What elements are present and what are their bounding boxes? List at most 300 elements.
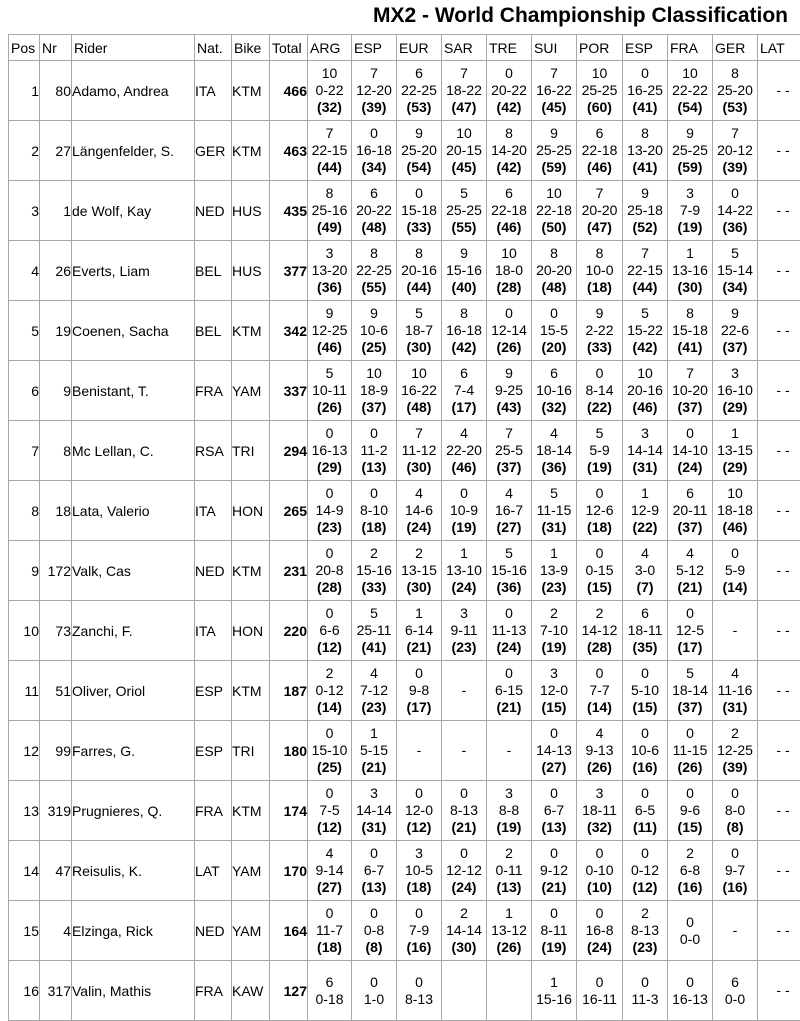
race-points: (44) [308, 159, 351, 176]
race-result-cell [352, 61, 397, 121]
race-result-cell [397, 181, 442, 241]
race-points: (53) [397, 99, 441, 116]
race-result-cell [397, 721, 442, 781]
race-heats: - - [758, 502, 800, 519]
race-bonus: 6 [623, 605, 667, 622]
race-heats: 13-20 [308, 262, 351, 279]
table-row [9, 421, 800, 481]
race-bonus: 2 [577, 605, 622, 622]
race-bonus: 1 [623, 485, 667, 502]
race-points: (31) [532, 519, 576, 536]
race-result-cell [623, 241, 668, 301]
race-points: (40) [442, 279, 486, 296]
race-points: (37) [668, 399, 712, 416]
race-result-cell [397, 841, 442, 901]
race-result-cell [758, 241, 800, 301]
rider-cell: Prugnieres, Q. [72, 781, 195, 841]
nation-cell: FRA [195, 961, 232, 1021]
race-heats: 14-9 [308, 502, 351, 519]
race-result-cell [623, 361, 668, 421]
race-points: (42) [487, 99, 531, 116]
number-cell: 26 [40, 241, 72, 301]
race-result-cell [668, 781, 713, 841]
race-heats: 16-13 [668, 991, 712, 1008]
race-points: (42) [442, 339, 486, 356]
race-points: (30) [442, 939, 486, 956]
race-bonus: 7 [668, 365, 712, 382]
race-bonus: 6 [397, 65, 441, 82]
race-result-cell [532, 61, 577, 121]
race-heats: 13-10 [442, 562, 486, 579]
race-points: (12) [308, 639, 351, 656]
race-heats: - - [758, 922, 800, 939]
race-heats: 11-16 [713, 682, 757, 699]
rider-cell: Elzinga, Rick [72, 901, 195, 961]
race-points: (8) [352, 939, 396, 956]
race-result-cell [487, 181, 532, 241]
race-heats: 9-12 [532, 862, 576, 879]
race-bonus: 0 [623, 665, 667, 682]
race-result-cell [668, 481, 713, 541]
race-bonus: 1 [532, 545, 576, 562]
column-header: FRA [668, 35, 713, 61]
race-bonus: 4 [577, 725, 622, 742]
race-result-cell [577, 661, 623, 721]
race-heats: 10-6 [352, 322, 396, 339]
column-header: ESP [352, 35, 397, 61]
race-heats: 6-7 [532, 802, 576, 819]
race-points: (24) [577, 939, 622, 956]
race-heats: 0-18 [308, 991, 351, 1008]
race-points: (29) [308, 459, 351, 476]
race-bonus: 2 [623, 905, 667, 922]
race-points: (28) [308, 579, 351, 596]
race-points: (18) [577, 519, 622, 536]
race-bonus: 3 [442, 605, 486, 622]
race-heats: 25-20 [713, 82, 757, 99]
race-result-cell [308, 961, 352, 1021]
column-header: GER [713, 35, 758, 61]
number-cell: 317 [40, 961, 72, 1021]
race-heats: 11-13 [487, 622, 531, 639]
race-result-cell [397, 781, 442, 841]
race-result-cell [577, 301, 623, 361]
race-bonus: 0 [668, 974, 712, 991]
race-heats: 6-5 [623, 802, 667, 819]
number-cell: 8 [40, 421, 72, 481]
table-row [9, 901, 800, 961]
table-row [9, 661, 800, 721]
race-result-cell [668, 361, 713, 421]
race-heats: 12-0 [397, 802, 441, 819]
race-heats: 8-8 [487, 802, 531, 819]
race-bonus: 1 [442, 545, 486, 562]
race-result-cell [352, 421, 397, 481]
race-result-cell [713, 481, 758, 541]
race-heats: 20-12 [713, 142, 757, 159]
race-result-cell [713, 421, 758, 481]
race-result-cell [487, 721, 532, 781]
race-heats: 0-15 [577, 562, 622, 579]
race-result-cell [487, 421, 532, 481]
race-result-cell [487, 541, 532, 601]
race-heats: 16-22 [397, 382, 441, 399]
race-points: (32) [308, 99, 351, 116]
race-points: (31) [623, 459, 667, 476]
race-heats: 9-14 [308, 862, 351, 879]
race-result-cell [668, 841, 713, 901]
race-bonus: 9 [308, 305, 351, 322]
race-result-cell [758, 841, 800, 901]
race-bonus: 6 [442, 365, 486, 382]
race-heats: 7-9 [668, 202, 712, 219]
race-bonus: 6 [532, 365, 576, 382]
race-heats: 20-11 [668, 502, 712, 519]
race-bonus: 6 [487, 185, 531, 202]
race-heats: 12-9 [623, 502, 667, 519]
race-result-cell [713, 301, 758, 361]
total-cell: 435 [270, 181, 308, 241]
rider-cell: Adamo, Andrea [72, 61, 195, 121]
race-heats: 15-16 [442, 262, 486, 279]
race-heats: 25-11 [352, 622, 396, 639]
race-bonus: 5 [623, 305, 667, 322]
race-result-cell [487, 901, 532, 961]
race-heats: 8-13 [442, 802, 486, 819]
race-points: (10) [577, 879, 622, 896]
race-result-cell [352, 241, 397, 301]
race-result-cell [487, 601, 532, 661]
race-bonus: 4 [487, 485, 531, 502]
race-bonus: 9 [532, 125, 576, 142]
race-heats: 8-14 [577, 382, 622, 399]
race-heats: - - [758, 382, 800, 399]
race-result-cell [308, 421, 352, 481]
race-points: (55) [442, 219, 486, 236]
rider-cell: Längenfelder, S. [72, 121, 195, 181]
race-result-cell [577, 61, 623, 121]
race-points: (30) [668, 279, 712, 296]
race-bonus: 3 [532, 665, 576, 682]
race-heats: - [442, 682, 486, 699]
race-points: (26) [487, 339, 531, 356]
header-row [9, 35, 800, 61]
race-heats: 10-9 [442, 502, 486, 519]
nation-cell: ITA [195, 601, 232, 661]
nation-cell: FRA [195, 361, 232, 421]
race-points: (59) [532, 159, 576, 176]
column-header: TRE [487, 35, 532, 61]
race-result-cell [352, 541, 397, 601]
number-cell: 99 [40, 721, 72, 781]
race-heats: - [487, 742, 531, 759]
race-heats: 16-8 [577, 922, 622, 939]
race-result-cell [352, 121, 397, 181]
race-result-cell [623, 961, 668, 1021]
race-points: (43) [487, 399, 531, 416]
race-result-cell [713, 841, 758, 901]
race-result-cell [397, 421, 442, 481]
race-result-cell [623, 181, 668, 241]
race-bonus: 8 [668, 305, 712, 322]
number-cell: 4 [40, 901, 72, 961]
race-result-cell [308, 901, 352, 961]
race-bonus: 3 [668, 185, 712, 202]
nation-cell: LAT [195, 841, 232, 901]
rider-cell: Reisulis, K. [72, 841, 195, 901]
race-heats: 0-12 [308, 682, 351, 699]
race-heats: 1-0 [352, 991, 396, 1008]
race-bonus: 0 [397, 665, 441, 682]
race-heats: 14-10 [668, 442, 712, 459]
race-heats: 9-13 [577, 742, 622, 759]
race-heats: - [397, 742, 441, 759]
race-points: (23) [442, 639, 486, 656]
table-row [9, 541, 800, 601]
race-bonus: 3 [352, 785, 396, 802]
total-cell: 127 [270, 961, 308, 1021]
nation-cell: FRA [195, 781, 232, 841]
race-heats: 11-12 [397, 442, 441, 459]
table-row [9, 841, 800, 901]
race-bonus: 0 [532, 785, 576, 802]
race-points: (41) [623, 159, 667, 176]
race-bonus: 3 [397, 845, 441, 862]
race-bonus: 0 [308, 905, 351, 922]
position-cell: 11 [9, 661, 40, 721]
race-points: (27) [487, 519, 531, 536]
race-points: (18) [577, 279, 622, 296]
race-bonus: 0 [623, 845, 667, 862]
race-heats: 12-5 [668, 622, 712, 639]
race-bonus: 8 [397, 245, 441, 262]
race-heats: 6-15 [487, 682, 531, 699]
race-result-cell [668, 661, 713, 721]
race-bonus: 10 [577, 65, 622, 82]
race-bonus: 4 [532, 425, 576, 442]
race-bonus: 10 [397, 365, 441, 382]
race-heats: 18-14 [532, 442, 576, 459]
race-points: (36) [532, 459, 576, 476]
race-points: (20) [532, 339, 576, 356]
race-heats: 9-6 [668, 802, 712, 819]
race-result-cell [623, 61, 668, 121]
race-points: (48) [532, 279, 576, 296]
race-result-cell [623, 841, 668, 901]
race-points: (16) [713, 879, 757, 896]
column-header: Pos [9, 35, 40, 61]
race-heats: 8-13 [623, 922, 667, 939]
column-header: ARG [308, 35, 352, 61]
race-heats: 14-6 [397, 502, 441, 519]
race-heats: 7-7 [577, 682, 622, 699]
race-points: (44) [397, 279, 441, 296]
race-bonus: 3 [623, 425, 667, 442]
race-points: (23) [623, 939, 667, 956]
total-cell: 170 [270, 841, 308, 901]
race-points: (21) [442, 819, 486, 836]
bike-cell: KTM [232, 661, 270, 721]
race-bonus: 0 [442, 485, 486, 502]
race-result-cell [308, 241, 352, 301]
race-points: (41) [623, 99, 667, 116]
race-bonus: 0 [487, 65, 531, 82]
race-heats: 13-9 [532, 562, 576, 579]
bike-cell: KAW [232, 961, 270, 1021]
race-result-cell [623, 901, 668, 961]
race-bonus: 8 [532, 245, 576, 262]
race-heats: 10-6 [623, 742, 667, 759]
race-bonus: 5 [442, 185, 486, 202]
race-heats: 20-22 [487, 82, 531, 99]
race-bonus: 0 [623, 785, 667, 802]
race-points: (27) [532, 759, 576, 776]
race-heats: 11-3 [623, 991, 667, 1008]
race-result-cell [758, 301, 800, 361]
bike-cell: KTM [232, 61, 270, 121]
race-heats: 25-16 [308, 202, 351, 219]
race-heats: - - [758, 682, 800, 699]
race-bonus: 8 [713, 65, 757, 82]
race-heats: 7-5 [308, 802, 351, 819]
total-cell: 294 [270, 421, 308, 481]
race-bonus: 1 [352, 725, 396, 742]
race-bonus: 0 [668, 605, 712, 622]
number-cell: 19 [40, 301, 72, 361]
race-points: (22) [623, 519, 667, 536]
position-cell: 10 [9, 601, 40, 661]
race-bonus: 0 [352, 845, 396, 862]
race-result-cell [577, 721, 623, 781]
total-cell: 187 [270, 661, 308, 721]
race-heats: 13-15 [397, 562, 441, 579]
race-result-cell [758, 601, 800, 661]
race-heats: 14-14 [352, 802, 396, 819]
position-cell: 15 [9, 901, 40, 961]
column-header: POR [577, 35, 623, 61]
race-result-cell [577, 361, 623, 421]
race-points: (19) [668, 219, 712, 236]
table-row [9, 781, 800, 841]
race-bonus: 5 [487, 545, 531, 562]
race-points: (26) [668, 759, 712, 776]
race-bonus: 5 [713, 245, 757, 262]
table-row [9, 121, 800, 181]
race-heats: 10-20 [668, 382, 712, 399]
race-result-cell [352, 301, 397, 361]
race-bonus: 10 [308, 65, 351, 82]
race-points: (13) [487, 879, 531, 896]
race-heats: 18-7 [397, 322, 441, 339]
race-points: (52) [623, 219, 667, 236]
race-bonus: 2 [713, 725, 757, 742]
race-heats: 20-22 [352, 202, 396, 219]
race-heats: 6-14 [397, 622, 441, 639]
race-heats: 20-8 [308, 562, 351, 579]
race-result-cell [623, 301, 668, 361]
race-result-cell [623, 481, 668, 541]
race-points: (21) [352, 759, 396, 776]
race-bonus: 9 [397, 125, 441, 142]
race-heats: 16-18 [352, 142, 396, 159]
column-header: SUI [532, 35, 577, 61]
race-heats: - - [758, 742, 800, 759]
race-points: (45) [442, 159, 486, 176]
race-bonus: 0 [487, 305, 531, 322]
race-bonus: 7 [487, 425, 531, 442]
race-heats: 10-11 [308, 382, 351, 399]
race-bonus: 0 [577, 665, 622, 682]
race-heats: 22-15 [623, 262, 667, 279]
race-result-cell [577, 541, 623, 601]
race-bonus: 4 [668, 545, 712, 562]
race-points: (29) [713, 459, 757, 476]
bike-cell: YAM [232, 361, 270, 421]
race-bonus: 7 [713, 125, 757, 142]
race-bonus: 0 [577, 845, 622, 862]
race-points: (34) [352, 159, 396, 176]
race-result-cell [713, 181, 758, 241]
race-points: (33) [577, 339, 622, 356]
race-bonus: 4 [352, 665, 396, 682]
race-points: (30) [397, 459, 441, 476]
race-heats: 15-16 [352, 562, 396, 579]
race-bonus: 0 [487, 605, 531, 622]
race-bonus: 4 [713, 665, 757, 682]
race-result-cell [442, 241, 487, 301]
bike-cell: HON [232, 481, 270, 541]
race-result-cell [442, 961, 487, 1021]
race-heats: - - [758, 982, 800, 999]
race-points: (14) [577, 699, 622, 716]
table-row [9, 61, 800, 121]
nation-cell: RSA [195, 421, 232, 481]
race-result-cell [308, 61, 352, 121]
nation-cell: ESP [195, 661, 232, 721]
race-result-cell [532, 121, 577, 181]
position-cell: 16 [9, 961, 40, 1021]
race-points: (12) [308, 819, 351, 836]
race-bonus: 4 [308, 845, 351, 862]
race-bonus: 0 [308, 485, 351, 502]
race-result-cell [308, 781, 352, 841]
race-result-cell [623, 601, 668, 661]
race-bonus: 0 [577, 545, 622, 562]
race-points: (48) [352, 219, 396, 236]
race-heats: 15-14 [713, 262, 757, 279]
race-points: (39) [713, 159, 757, 176]
race-heats: - - [758, 442, 800, 459]
race-points: (17) [668, 639, 712, 656]
race-points: (49) [308, 219, 351, 236]
race-bonus: 5 [352, 605, 396, 622]
race-heats: 12-25 [308, 322, 351, 339]
race-points: (26) [487, 939, 531, 956]
race-bonus: 0 [713, 545, 757, 562]
race-points: (7) [623, 579, 667, 596]
race-result-cell [308, 541, 352, 601]
race-bonus: 2 [352, 545, 396, 562]
race-points: (34) [713, 279, 757, 296]
race-bonus: 1 [397, 605, 441, 622]
race-points: (59) [668, 159, 712, 176]
race-result-cell [442, 841, 487, 901]
race-bonus: 0 [352, 125, 396, 142]
race-bonus: 6 [308, 974, 351, 991]
race-heats: 22-18 [487, 202, 531, 219]
race-result-cell [532, 661, 577, 721]
race-result-cell [532, 901, 577, 961]
